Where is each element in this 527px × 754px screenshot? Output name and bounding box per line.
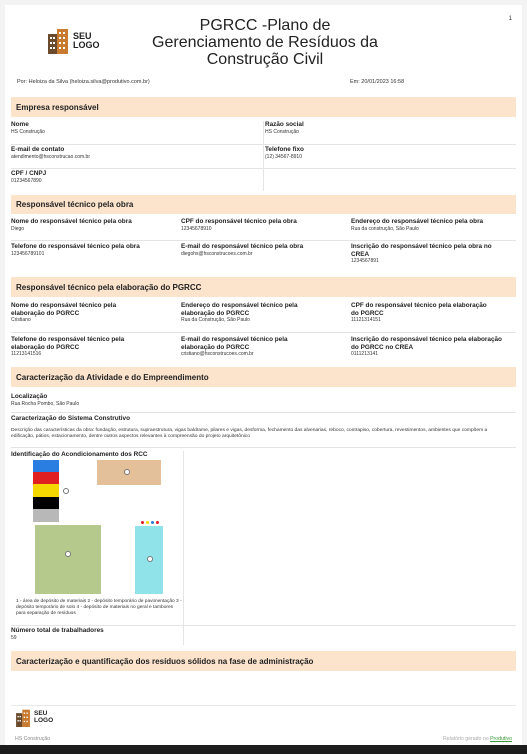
obra-cpf-cell <box>181 218 347 232</box>
empresa-razao-cell <box>265 121 515 135</box>
divider <box>11 332 516 333</box>
field-value: cristiano@hsconstrucoes.com.br <box>181 351 254 358</box>
obra-email-cell <box>181 243 347 257</box>
date-line: Em: 20/01/2023 16:58 <box>350 79 405 85</box>
pgrcc-endereco-cell <box>181 302 347 324</box>
field-value: 0111213141 <box>351 351 379 358</box>
page-number: 1 <box>508 16 512 22</box>
sistema-construtivo-description: Descrição das características da obra: fundação, estrutura, supraestrutura, vigas baldrame, pilares e vigas, desforma, fechamento das alvenarias, reboco, contrapiso, cobertura, revestimentos, ambientes que compõem a edificação, pátios, estacionamento, dentre outros aspectos relevantes à compreensão do projeto arquitetônico <box>11 428 488 440</box>
pgrcc-nome-cell <box>11 302 177 324</box>
field-value: 59 <box>11 634 17 641</box>
column-divider <box>263 121 264 191</box>
field-value: Rua da Construção, São Paulo <box>181 317 250 324</box>
company-logo <box>47 28 100 54</box>
field-label: Caracterização do Sistema Construtivo <box>11 415 130 422</box>
field-label: Telefone do responsável técnico pela <box>11 336 125 343</box>
localizacao-cell <box>11 393 311 407</box>
diagram-caption: 1 - área de depósito de materiais 2 - depósito temporário de pavimentação 3 - depósito temporário de solo 4 - depósito de materiais no geral e tambores para separação de resíduos <box>16 599 182 616</box>
title-line-2: Gerenciamento de Resíduos da <box>152 34 378 51</box>
empresa-telefone-cell <box>265 146 515 160</box>
logo-text-line1: SEU <box>73 30 92 41</box>
diagram-marker-icon <box>124 469 130 475</box>
empresa-email-cell <box>11 146 261 160</box>
field-label: Número total de trabalhadores <box>11 627 104 634</box>
field-label: elaboração do PGRCC <box>181 343 250 351</box>
field-label: E-mail de contato <box>11 146 65 153</box>
field-value: 1234567891 <box>351 258 379 265</box>
field-value: Cristiano <box>11 317 31 324</box>
title-line-1: PGRCC -Plano de <box>199 17 331 34</box>
small-dot <box>151 521 154 524</box>
divider <box>11 447 516 448</box>
field-value: HS Construção <box>265 128 299 135</box>
field-label: Localização <box>11 393 48 400</box>
section-resp-obra-title: Responsável técnico pela obra <box>11 195 516 214</box>
field-label: Telefone fixo <box>265 146 304 153</box>
footer-generated <box>443 736 512 742</box>
field-value: Rua Rocha Pombo, São Paulo <box>11 400 80 407</box>
produtivo-link[interactable]: Produtivo <box>490 736 512 742</box>
field-value: 123456789101 <box>11 250 45 257</box>
field-label: CREA <box>351 250 370 258</box>
building-logo-icon <box>47 28 69 54</box>
field-label: elaboração do PGRCC <box>11 309 80 317</box>
field-label: Endereço do responsável técnico pela <box>181 302 298 309</box>
diagram-marker-icon <box>147 556 153 562</box>
title-line-3: Construção Civil <box>206 51 324 68</box>
field-label: elaboração do PGRCC <box>181 309 250 317</box>
area-green <box>35 525 101 594</box>
field-label: E-mail do responsável técnico pela obra <box>181 243 304 250</box>
field-label: Identificação do Acondicionamento dos RCC <box>11 451 148 458</box>
trabalhadores-cell <box>11 627 211 641</box>
obra-nome-cell <box>11 218 177 232</box>
obra-endereco-cell <box>351 218 517 232</box>
sistema-construtivo-label-cell <box>11 415 311 423</box>
field-label: Inscrição do responsável técnico pela elaboração <box>351 336 502 343</box>
divider <box>11 240 516 241</box>
diagram-marker-icon <box>63 488 69 494</box>
small-dot <box>146 521 149 524</box>
report-page <box>5 5 522 745</box>
footer-logo <box>15 709 53 727</box>
field-label: CPF do responsável técnico pela obra <box>181 218 297 225</box>
logo-text-line1: SEU <box>34 710 48 718</box>
field-value: 12345678910 <box>181 225 212 232</box>
logo-text-line2: LOGO <box>73 40 100 50</box>
empresa-nome-cell <box>11 121 261 135</box>
section-empresa-title: Empresa responsável <box>11 97 516 117</box>
bin-red <box>33 472 59 484</box>
field-value: 11213141516 <box>11 351 42 358</box>
field-value: HS Construção <box>11 128 45 135</box>
field-label: E-mail do responsável técnico pela <box>181 336 288 343</box>
section-caracterizacao-title: Caracterização da Atividade e do Empreendimento <box>11 367 516 387</box>
bin-gray <box>33 509 59 522</box>
field-label: Telefone do responsável técnico pela obra <box>11 243 140 250</box>
field-label: elaboração do PGRCC <box>11 343 80 351</box>
viewer-bottom-bar <box>0 745 527 754</box>
field-value: 01234567890 <box>11 177 42 184</box>
logo-text-line2: LOGO <box>34 717 54 724</box>
field-value: Diego <box>11 225 25 232</box>
bin-blue <box>33 460 59 472</box>
footer-divider <box>11 705 516 706</box>
field-label: Inscrição do responsável técnico pela obra no <box>351 243 492 250</box>
divider <box>11 412 516 413</box>
pgrcc-email-cell <box>181 336 347 358</box>
field-label: CPF do responsável técnico pela elaboração <box>351 302 487 309</box>
footer-company: HS Construção <box>15 736 51 742</box>
field-value: 11121314151 <box>351 317 381 324</box>
pgrcc-telefone-cell <box>11 336 177 358</box>
field-label: CPF / CNPJ <box>11 170 47 177</box>
column-divider <box>183 451 184 645</box>
pgrcc-cpf-cell <box>351 302 517 324</box>
diagram-marker-icon <box>65 551 71 557</box>
obra-inscricao-cell <box>351 243 517 265</box>
field-label: Nome <box>11 121 29 128</box>
field-value: atendimento@hsconstrucao.com.br <box>11 153 91 160</box>
building-logo-icon <box>15 709 31 727</box>
small-dot <box>141 521 144 524</box>
small-dot <box>156 521 159 524</box>
field-value: (12) 34567-8910 <box>265 153 302 160</box>
author-line: Por: Heloiza da Silva (heloiza.silva@produtivo.com.br) <box>17 79 150 85</box>
field-label: do PGRCC <box>351 309 384 317</box>
empresa-cpf-cell <box>11 170 261 184</box>
bin-yellow <box>33 484 59 497</box>
obra-telefone-cell <box>11 243 177 257</box>
field-label: do PGRCC no CREA <box>351 343 414 351</box>
field-label: Razão social <box>265 121 304 128</box>
divider <box>11 625 516 626</box>
field-value: Rua da construção, São Paulo <box>351 225 419 232</box>
field-label: Nome do responsável técnico pela <box>11 302 117 309</box>
field-label: Nome do responsável técnico pela obra <box>11 218 132 225</box>
pgrcc-inscricao-cell <box>351 336 517 358</box>
section-residuos-title: Caracterização e quantificação dos resíduos sólidos na fase de administração <box>11 651 516 671</box>
acondicionamento-label-cell <box>11 451 211 459</box>
document-title <box>125 17 405 68</box>
section-resp-pgrcc-title: Responsável técnico pela elaboração do PGRCC <box>11 277 516 297</box>
bin-black <box>33 497 59 509</box>
field-value: diegohs@hsconstrucoes.com.br <box>181 250 253 257</box>
footer-generated-text: Relatório gerado no <box>443 736 489 742</box>
field-label: Endereço do responsável técnico pela obra <box>351 218 484 225</box>
